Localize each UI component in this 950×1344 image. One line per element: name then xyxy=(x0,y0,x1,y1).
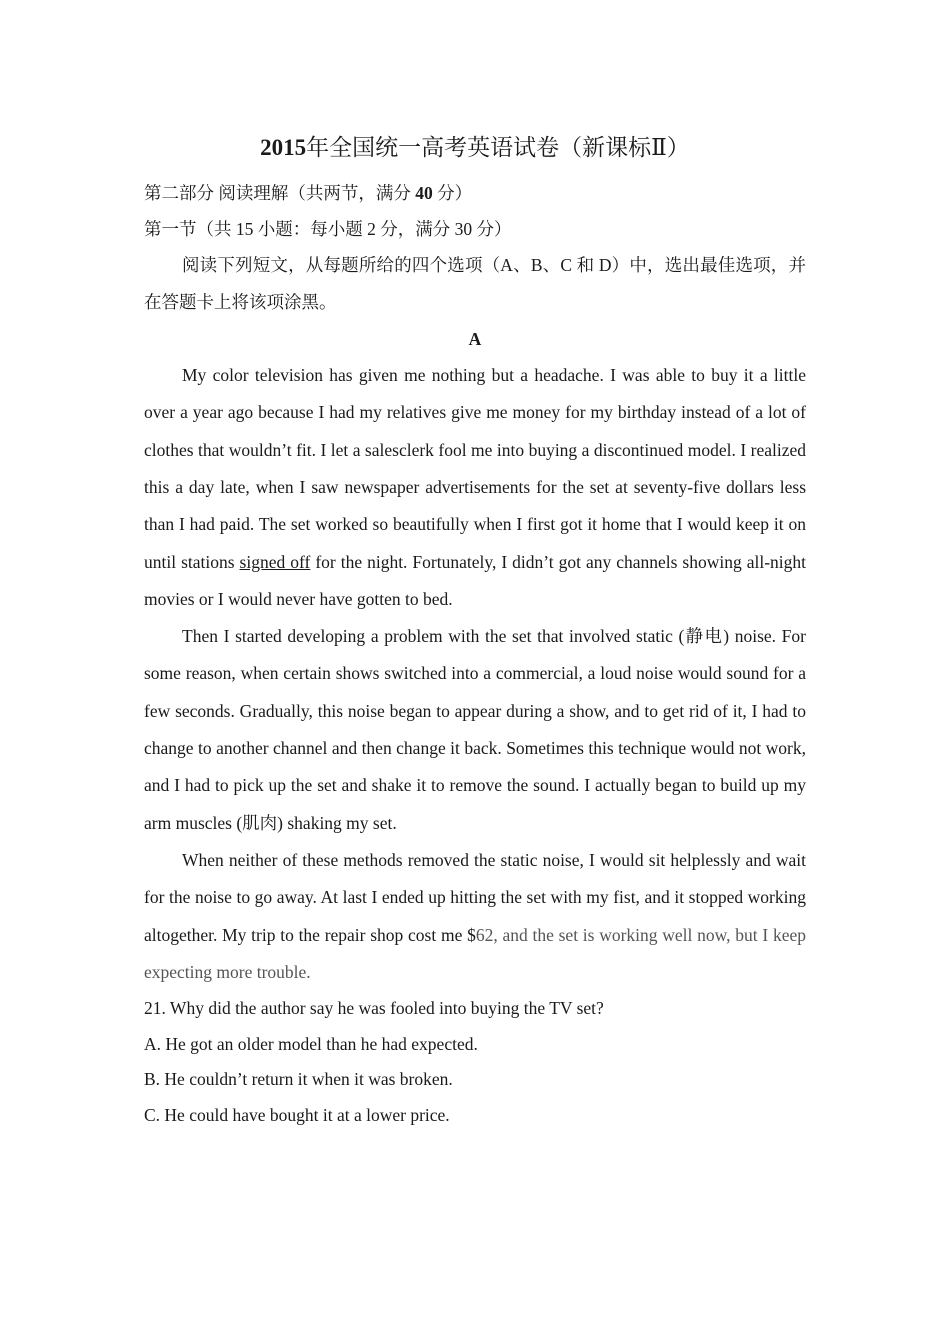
title-text: 年全国统一高考英语试卷（新课标Ⅱ） xyxy=(306,135,690,160)
question-stem: 21. Why did the author say he was fooled into buying the TV set? xyxy=(144,998,604,1019)
page-title xyxy=(144,128,806,168)
section-score: 40 xyxy=(415,183,433,203)
passage-paragraph-1: My color television has given me nothing but a headache. I was able to buy it a little over a year ago because I had my relatives give me money for my birthday instead of a lot of clothes that wouldn’t fit. I let a salesclerk fool me into buying a discontinued model. I realized this a day late, when I saw newspaper advertisements for the set at seventy-five dollars less than I had paid. The set worked so beautifully when I first got it home that I would keep it on until stations signed off for the night. Fortunately, I didn’t got any channels showing all-night movies or I would never have gotten to bed. xyxy=(144,365,807,609)
title-year: 2015 xyxy=(260,135,307,160)
option-a: A. He got an older model than he had expected. xyxy=(144,1033,478,1054)
underlined-phrase: signed off xyxy=(239,551,311,572)
passage-paragraph-2: Then I started developing a problem with the set that involved static (静电) noise. For some reason, when certain shows switched into a commercial, a loud noise would sound for a few seconds. Gradually, this noise began to appear during a show, and to get rid of it, I had to change to another channel and then change it back. Sometimes this technique would not work, and I had to pick up the set and shake it to remove the sound. I actually began to build up my arm muscles (肌肉) shaking my set. xyxy=(144,626,806,833)
passage-label: A xyxy=(468,328,482,349)
option-c: C. He could have bought it at a lower price. xyxy=(144,1104,450,1125)
passage-paragraph-3: When neither of these methods removed the static noise, I would sit helplessly and wait for the noise to go away. At last I ended up hitting the set with my fist, and it stopped working altogether. My trip to the repair shop cost me $62, and the set is working well now, but I keep expecting more trouble. xyxy=(144,849,806,982)
instruction-text: 阅读下列短文，从每题所给的四个选项（A、B、C 和 D）中，选出最佳选项，并在答题卡上将该项涂黑。 xyxy=(144,255,806,313)
exam-page xyxy=(144,128,806,1133)
faded-text: 62, and the set is working well now, but I keep expecting more trouble. xyxy=(144,924,806,982)
section-heading: 第二部分 阅读理解（共两节，满分 40 分） xyxy=(144,183,473,203)
option-b: B. He couldn’t return it when it was broken. xyxy=(144,1069,453,1090)
subsection-heading: 第一节（共 15 小题：每小题 2 分，满分 30 分） xyxy=(144,218,512,239)
